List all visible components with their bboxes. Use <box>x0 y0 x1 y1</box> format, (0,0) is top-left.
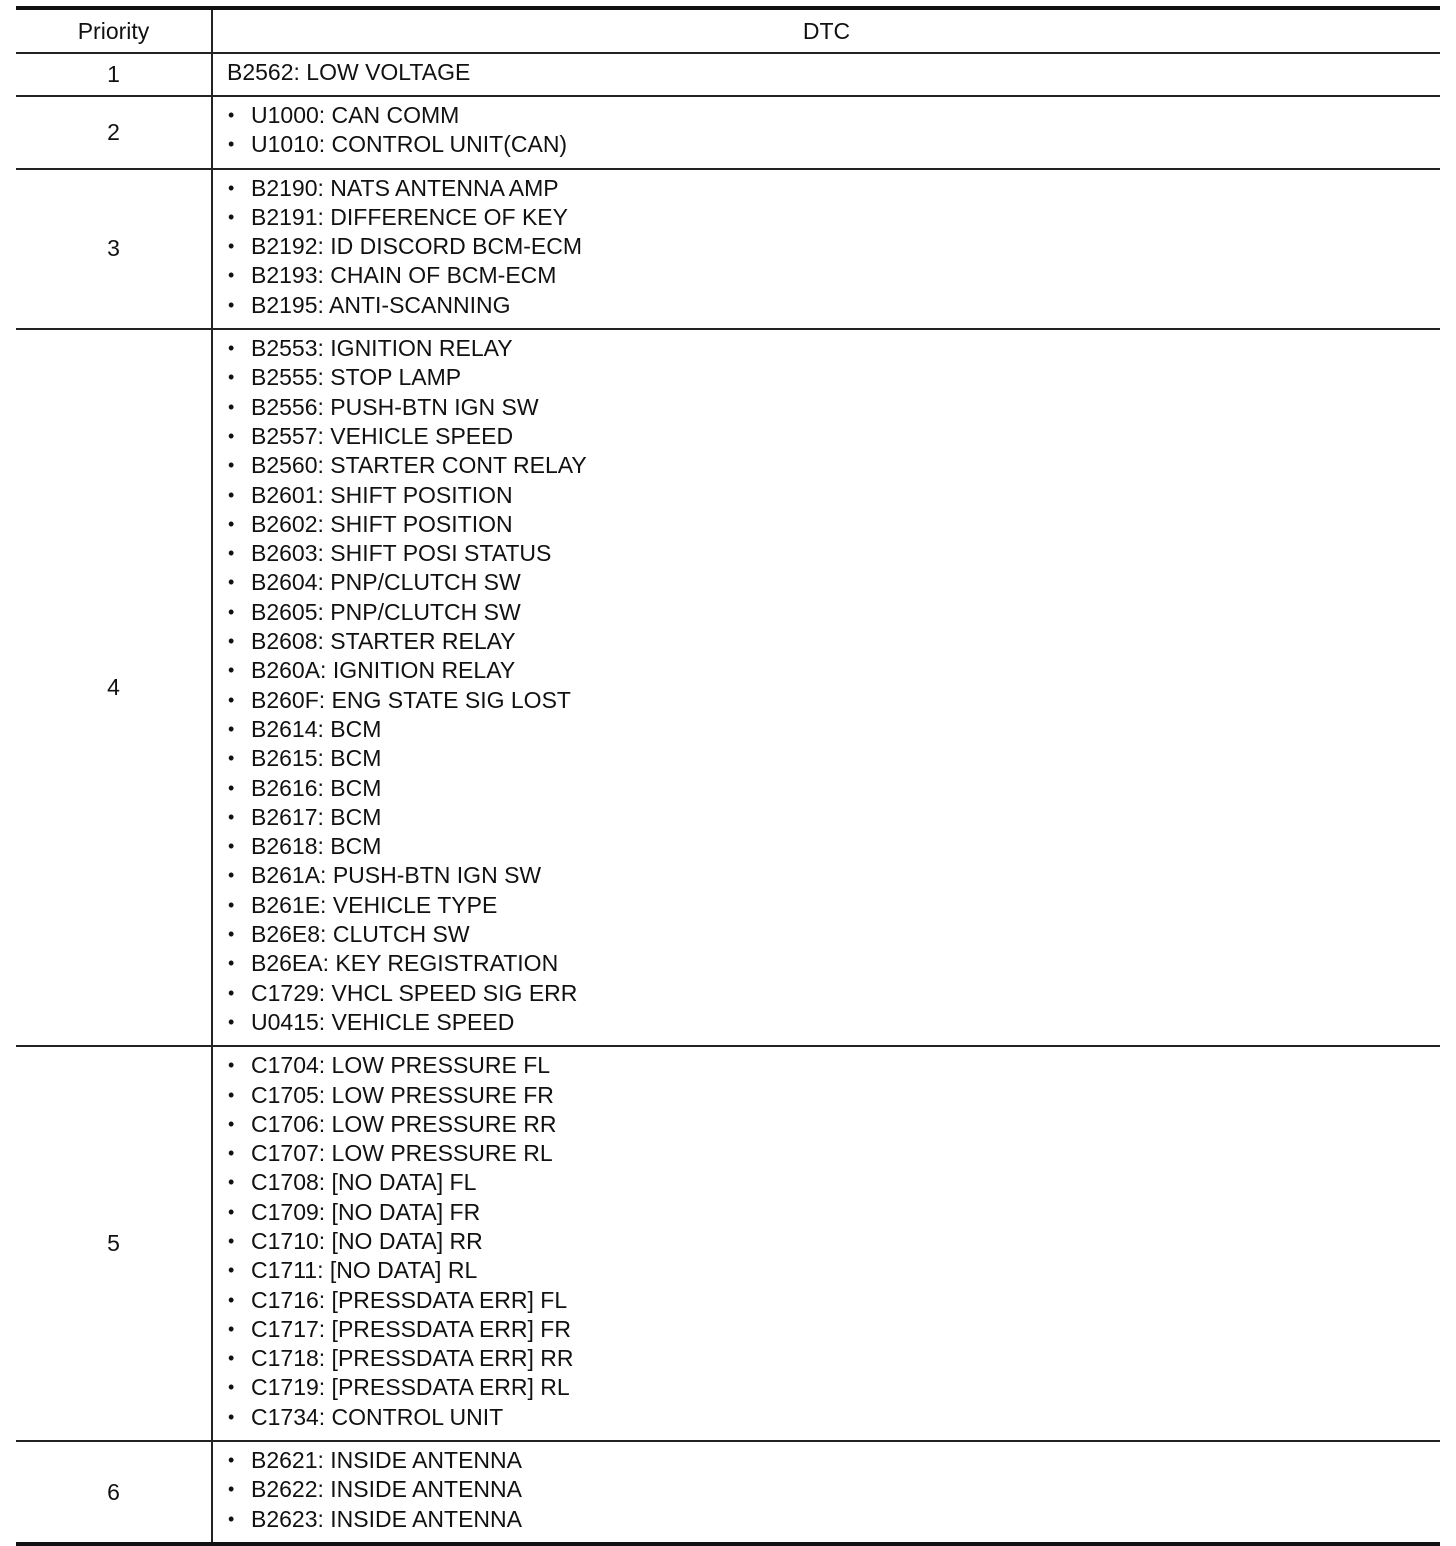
dtc-list-item: • B26E8: CLUTCH SW <box>225 920 1440 949</box>
dtc-cell <box>212 53 1440 96</box>
dtc-list-item: • B2615: BCM <box>225 744 1440 773</box>
dtc-list <box>225 101 1440 160</box>
dtc-list-item: • B2623: INSIDE ANTENNA <box>225 1505 1440 1534</box>
table-row <box>16 1046 1440 1441</box>
table-row <box>16 53 1440 96</box>
dtc-list-item: • B2604: PNP/CLUTCH SW <box>225 568 1440 597</box>
header-row <box>16 8 1440 53</box>
dtc-list-item: • B2560: STARTER CONT RELAY <box>225 451 1440 480</box>
dtc-list-item: • B26EA: KEY REGISTRATION <box>225 949 1440 978</box>
dtc-list-item: • C1706: LOW PRESSURE RR <box>225 1110 1440 1139</box>
dtc-cell <box>212 329 1440 1046</box>
dtc-list-item: • C1710: [NO DATA] RR <box>225 1227 1440 1256</box>
header-dtc: DTC <box>212 8 1440 53</box>
dtc-list-item: • B2191: DIFFERENCE OF KEY <box>225 203 1440 232</box>
dtc-cell <box>212 1441 1440 1544</box>
dtc-list-item: • B2190: NATS ANTENNA AMP <box>225 174 1440 203</box>
dtc-list-item: • U0415: VEHICLE SPEED <box>225 1008 1440 1037</box>
dtc-list-item: • C1717: [PRESSDATA ERR] FR <box>225 1315 1440 1344</box>
dtc-list <box>225 334 1440 1037</box>
dtc-list-item: • B2605: PNP/CLUTCH SW <box>225 598 1440 627</box>
table-row <box>16 1441 1440 1544</box>
dtc-list-item: • B2603: SHIFT POSI STATUS <box>225 539 1440 568</box>
dtc-list-item: • B2617: BCM <box>225 803 1440 832</box>
dtc-list <box>225 1446 1440 1534</box>
table-row <box>16 329 1440 1046</box>
dtc-list-item: • C1704: LOW PRESSURE FL <box>225 1051 1440 1080</box>
priority-cell: 3 <box>16 169 212 329</box>
dtc-list-item: • C1716: [PRESSDATA ERR] FL <box>225 1286 1440 1315</box>
dtc-list-item: • B2557: VEHICLE SPEED <box>225 422 1440 451</box>
dtc-list-item: • B260F: ENG STATE SIG LOST <box>225 686 1440 715</box>
dtc-list <box>225 174 1440 320</box>
dtc-list-item: • B2192: ID DISCORD BCM-ECM <box>225 232 1440 261</box>
dtc-list-item: • B2555: STOP LAMP <box>225 363 1440 392</box>
dtc-list-item: • C1729: VHCL SPEED SIG ERR <box>225 979 1440 1008</box>
dtc-list-item: • B261E: VEHICLE TYPE <box>225 891 1440 920</box>
dtc-list-item: • B2602: SHIFT POSITION <box>225 510 1440 539</box>
dtc-cell <box>212 96 1440 169</box>
dtc-cell <box>212 169 1440 329</box>
dtc-list-item: • C1705: LOW PRESSURE FR <box>225 1081 1440 1110</box>
dtc-priority-table <box>16 6 1440 1546</box>
priority-cell: 2 <box>16 96 212 169</box>
dtc-list-item: • C1734: CONTROL UNIT <box>225 1403 1440 1432</box>
dtc-list-item: • U1000: CAN COMM <box>225 101 1440 130</box>
header-priority: Priority <box>16 8 212 53</box>
dtc-list-item: • B2622: INSIDE ANTENNA <box>225 1475 1440 1504</box>
dtc-list-item: • C1719: [PRESSDATA ERR] RL <box>225 1373 1440 1402</box>
priority-cell: 1 <box>16 53 212 96</box>
dtc-list-item: • B260A: IGNITION RELAY <box>225 656 1440 685</box>
dtc-list-item: • B2618: BCM <box>225 832 1440 861</box>
dtc-list-item: • B2608: STARTER RELAY <box>225 627 1440 656</box>
dtc-list-item: • B2621: INSIDE ANTENNA <box>225 1446 1440 1475</box>
dtc-list-item: • B2614: BCM <box>225 715 1440 744</box>
dtc-list-item: • U1010: CONTROL UNIT(CAN) <box>225 130 1440 159</box>
dtc-list-item: • B2601: SHIFT POSITION <box>225 481 1440 510</box>
table-row <box>16 169 1440 329</box>
dtc-list-item: • B2616: BCM <box>225 774 1440 803</box>
dtc-list-item: • B2195: ANTI-SCANNING <box>225 291 1440 320</box>
dtc-code: B2562: LOW VOLTAGE <box>227 59 471 85</box>
dtc-list-item: • C1709: [NO DATA] FR <box>225 1198 1440 1227</box>
dtc-list-item: • B2556: PUSH-BTN IGN SW <box>225 393 1440 422</box>
dtc-list-item: • C1707: LOW PRESSURE RL <box>225 1139 1440 1168</box>
dtc-list-item: • C1708: [NO DATA] FL <box>225 1168 1440 1197</box>
table-body <box>16 53 1440 1544</box>
priority-cell: 5 <box>16 1046 212 1441</box>
dtc-list-item: • C1718: [PRESSDATA ERR] RR <box>225 1344 1440 1373</box>
dtc-list-item: • B2553: IGNITION RELAY <box>225 334 1440 363</box>
dtc-list-item: • C1711: [NO DATA] RL <box>225 1256 1440 1285</box>
priority-cell: 6 <box>16 1441 212 1544</box>
dtc-list <box>225 1051 1440 1432</box>
dtc-cell <box>212 1046 1440 1441</box>
dtc-list-item: • B261A: PUSH-BTN IGN SW <box>225 861 1440 890</box>
priority-cell: 4 <box>16 329 212 1046</box>
dtc-list-item: • B2193: CHAIN OF BCM-ECM <box>225 261 1440 290</box>
table-row <box>16 96 1440 169</box>
